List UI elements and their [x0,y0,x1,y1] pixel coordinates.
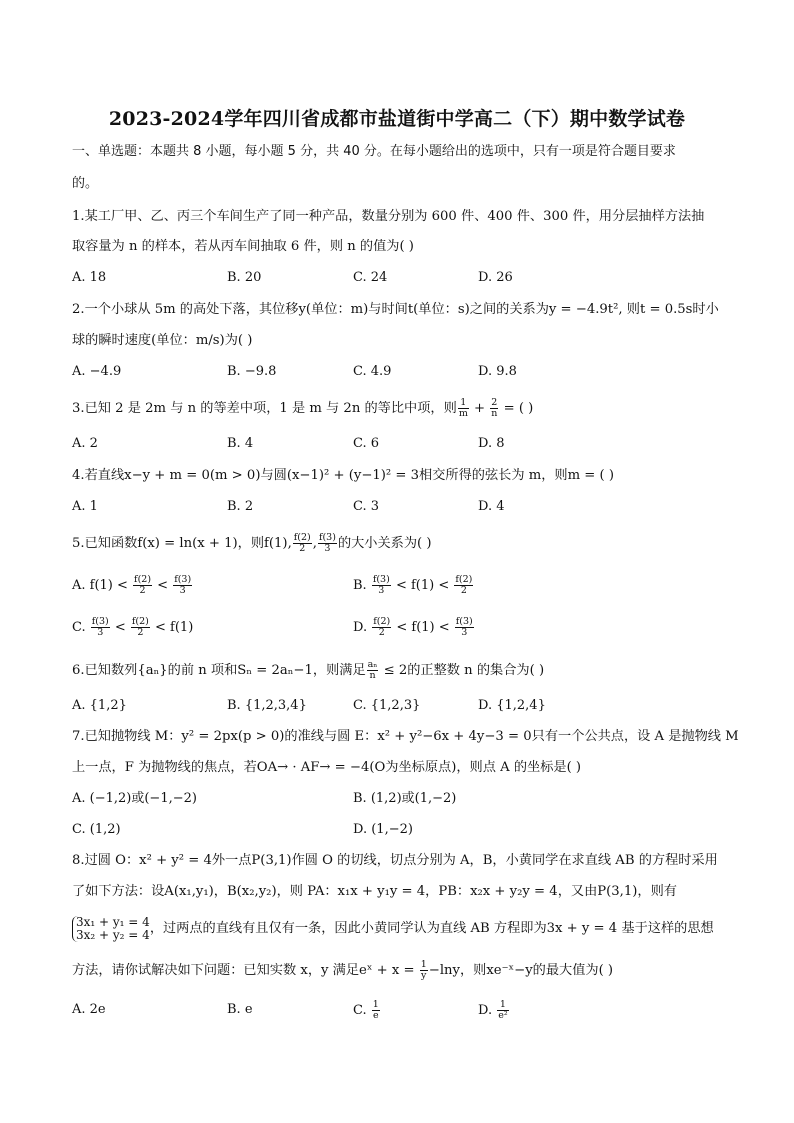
question-1-line-2: 取容量为 n 的样本，若从丙车间抽取 6 件，则 n 的值为( ) [72,239,414,254]
fraction-numerator: f(3) [174,574,192,585]
question-7-options-row-1 [72,789,722,809]
question-8-line-1: 8.过圆 O：x² + y² = 4外一点P(3,1)作圆 O 的切线，切点分别为 A，B，小黄同学在求直线 AB 的方程时采用 [72,853,718,868]
question-8-line-2: 了如下方法：设A(x₁,y₁)，B(x₂,y₂)，则 PA：x₁x + y₁y = 4，PB：x₂x + y₂y = 4，又由P(3,1)，则有 [72,884,677,899]
option-text: < [110,620,130,635]
question-1-option-c[interactable]: C. 24 [353,270,388,285]
question-3-text-b: + [469,401,490,416]
question-2-option-d[interactable]: D. 9.8 [478,364,517,379]
option-text: C. [353,1003,371,1018]
fraction-numerator: f(2) [455,574,473,585]
question-8-text-c: ，过两点的直线有且仅有一条，因此小黄同学认为直线 AB 方程即为3x + y = 4 基于这样的思想 [149,921,714,936]
fraction-denominator: 3 [378,585,385,596]
question-3-text-a: 3.已知 2 是 2m 与 n 的等差中项，1 是 m 与 2n 的等比中项，则 [72,401,457,416]
fraction-f2-over-2 [133,575,152,596]
fraction-f2-over-2 [454,575,473,596]
question-8-option-b[interactable]: B. e [227,1002,253,1017]
question-8-option-a[interactable]: A. 2e [72,1002,106,1017]
fraction-f3-over-3 [318,533,337,554]
question-2-line-2: 球的瞬时速度(单位：m/s)为( ) [72,333,253,348]
question-6-option-c[interactable]: C. {1,2,3} [353,698,421,713]
question-2-line-1: 2.一个小球从 5m 的高处下落，其位移y(单位：m)与时间t(单位：s)之间的关系为y = −4.9t², 则t = 0.5s时小 [72,302,719,317]
fraction-numerator: f(2) [373,616,391,627]
question-5-options-row-2 [72,617,722,637]
question-8-options [72,1000,722,1020]
question-5-option-b[interactable] [353,575,474,596]
question-7-options-row-2 [72,820,722,840]
fraction-numerator: f(3) [372,574,390,585]
fraction-numerator: 2 [491,397,498,408]
question-5-text-b: , [312,536,317,551]
fraction-denominator: n [491,408,498,419]
fraction-denominator: m [458,408,468,419]
question-5-text-c: 的大小关系为( ) [337,536,432,551]
fraction-f2-over-2 [293,533,312,554]
section-heading-line-1: 一、单选题：本题共 8 小题，每小题 5 分，共 40 分。在每小题给出的选项中，只有一项是符合题目要求 [72,144,676,159]
question-5-option-d[interactable] [353,617,475,638]
question-3-line-1 [72,398,722,419]
question-6-line-1 [72,660,722,681]
option-text: < f(1) < [391,578,454,593]
option-text: D. [478,1003,497,1018]
option-text: < f(1) < [392,620,454,635]
question-7-option-d[interactable]: D. (1,−2) [353,822,413,837]
question-6-option-a[interactable]: A. {1,2} [72,698,127,713]
question-5-option-a[interactable] [72,575,193,596]
question-3-text-c: = ( ) [499,401,534,416]
fraction-2-over-n [490,398,498,419]
question-1-option-d[interactable]: D. 26 [478,270,513,285]
fraction-denominator: 2 [139,585,146,596]
fraction-numerator: f(3) [318,532,336,543]
question-3-option-c[interactable]: C. 6 [353,436,380,451]
fraction-denominator: 2 [299,543,306,554]
fraction-numerator: 1 [372,999,379,1010]
question-4-option-d[interactable]: D. 4 [478,499,505,514]
question-3-option-b[interactable]: B. 4 [227,436,254,451]
question-1-options [72,268,722,288]
question-5-line-1 [72,533,722,554]
question-3-options [72,434,722,454]
question-6-option-d[interactable]: D. {1,2,4} [478,698,546,713]
question-2-options [72,362,722,382]
fraction-denominator: 3 [97,627,104,638]
fraction-1-over-y [420,960,428,981]
fraction-numerator: 1 [420,959,427,970]
question-4-line-1: 4.若直线x−y + m = 0(m > 0)与圆(x−1)² + (y−1)² = 3相交所得的弦长为 m，则m = ( ) [72,468,615,483]
fraction-numerator: aₙ [367,659,378,670]
question-1-option-a[interactable]: A. 18 [72,270,107,285]
question-6-options [72,696,722,716]
fraction-f3-over-3 [455,617,474,638]
fraction-numerator: f(2) [131,616,149,627]
fraction-denominator: 3 [324,543,331,554]
question-4-option-c[interactable]: C. 3 [353,499,380,514]
option-text: B. [353,578,371,593]
question-7-option-c[interactable]: C. (1,2) [72,822,121,837]
option-text: C. [72,620,90,635]
fraction-numerator: 1 [497,1000,508,1011]
fraction-denominator: n [369,670,376,681]
question-1-line-1: 1.某工厂甲、乙、丙三个车间生产了同一种产品，数量分别为 600 件、400 件、300 件，用分层抽样方法抽 [72,209,705,224]
question-8-option-c[interactable] [353,1000,381,1021]
fraction-1-over-e-squared [497,1000,508,1021]
question-2-option-c[interactable]: C. 4.9 [353,364,392,379]
question-8-text-d: 方法，请你试解决如下问题：已知实数 x，y 满足eˣ + x = [72,963,419,978]
question-7-line-2: 上一点，F 为抛物线的焦点，若OA→ · AF→ = −4(O为坐标原点)，则点 A 的坐标是( ) [72,760,582,775]
exam-title: 2023-2024学年四川省成都市盐道街中学高二（下）期中数学试卷 [108,108,686,130]
option-text: < [153,578,173,593]
fraction-denominator: y [421,970,427,981]
fraction-denominator: 2 [460,585,467,596]
section-heading-line-2: 的。 [72,176,99,191]
question-5-text-a: 5.已知函数f(x) = ln(x + 1)，则f(1), [72,536,292,551]
option-text: A. f(1) < [72,578,133,593]
question-4-option-a[interactable]: A. 1 [72,499,98,514]
fraction-denominator: 3 [179,585,186,596]
equation-1: 3x₁ + y₁ = 4 [76,914,150,929]
fraction-f3-over-3 [173,575,192,596]
fraction-denominator: 2 [378,627,385,638]
fraction-f3-over-3 [372,575,391,596]
question-4-option-b[interactable]: B. 2 [227,499,254,514]
question-2-option-b[interactable]: B. −9.8 [227,364,277,379]
fraction-denominator: e [372,1010,379,1021]
fraction-an-over-n [367,660,379,681]
option-text: < f(1) [150,620,194,635]
question-3-option-d[interactable]: D. 8 [478,436,505,451]
option-text: D. [353,620,372,635]
question-8-text-e: −lny，则xe⁻ˣ−y的最大值为( ) [428,963,614,978]
fraction-numerator: f(2) [293,532,311,543]
question-5-option-c[interactable] [72,617,193,638]
question-8-line-4 [72,960,722,981]
fraction-numerator: f(3) [455,616,473,627]
question-1-option-b[interactable]: B. 20 [227,270,262,285]
question-7-line-1: 7.已知抛物线 M：y² = 2px(p > 0)的准线与圆 E：x² + y²−6x + 4y−3 = 0只有一个公共点，设 A 是抛物线 M [72,729,739,744]
question-6-option-b[interactable]: B. {1,2,3,4} [227,698,307,713]
question-3-option-a[interactable]: A. 2 [72,436,98,451]
fraction-numerator: f(2) [134,574,152,585]
fraction-1-over-e [372,1000,380,1021]
fraction-denominator: 3 [461,627,468,638]
question-8-line-3 [72,914,722,944]
question-6-text-a: 6.已知数列{aₙ}的前 n 项和Sₙ = 2aₙ−1，则满足 [72,663,366,678]
fraction-numerator: 1 [458,398,469,409]
question-5-options-row-1 [72,575,722,595]
question-8-option-d[interactable] [478,1000,510,1021]
fraction-1-over-m [458,398,469,419]
fraction-numerator: f(3) [91,616,109,627]
question-4-options [72,497,722,517]
fraction-f3-over-3 [91,617,110,638]
question-6-text-b: ≤ 2的正整数 n 的集合为( ) [379,663,545,678]
fraction-f2-over-2 [372,617,391,638]
fraction-denominator: 2 [137,627,144,638]
question-2-option-a[interactable]: A. −4.9 [72,364,122,379]
fraction-denominator: e² [498,1010,508,1021]
question-7-option-a[interactable]: A. (−1,2)或(−1,−2) [72,791,197,806]
fraction-f2-over-2 [131,617,150,638]
question-7-option-b[interactable]: B. (1,2)或(1,−2) [353,791,457,806]
equation-system [72,916,150,942]
equation-2: 3x₂ + y₂ = 4 [76,927,150,942]
